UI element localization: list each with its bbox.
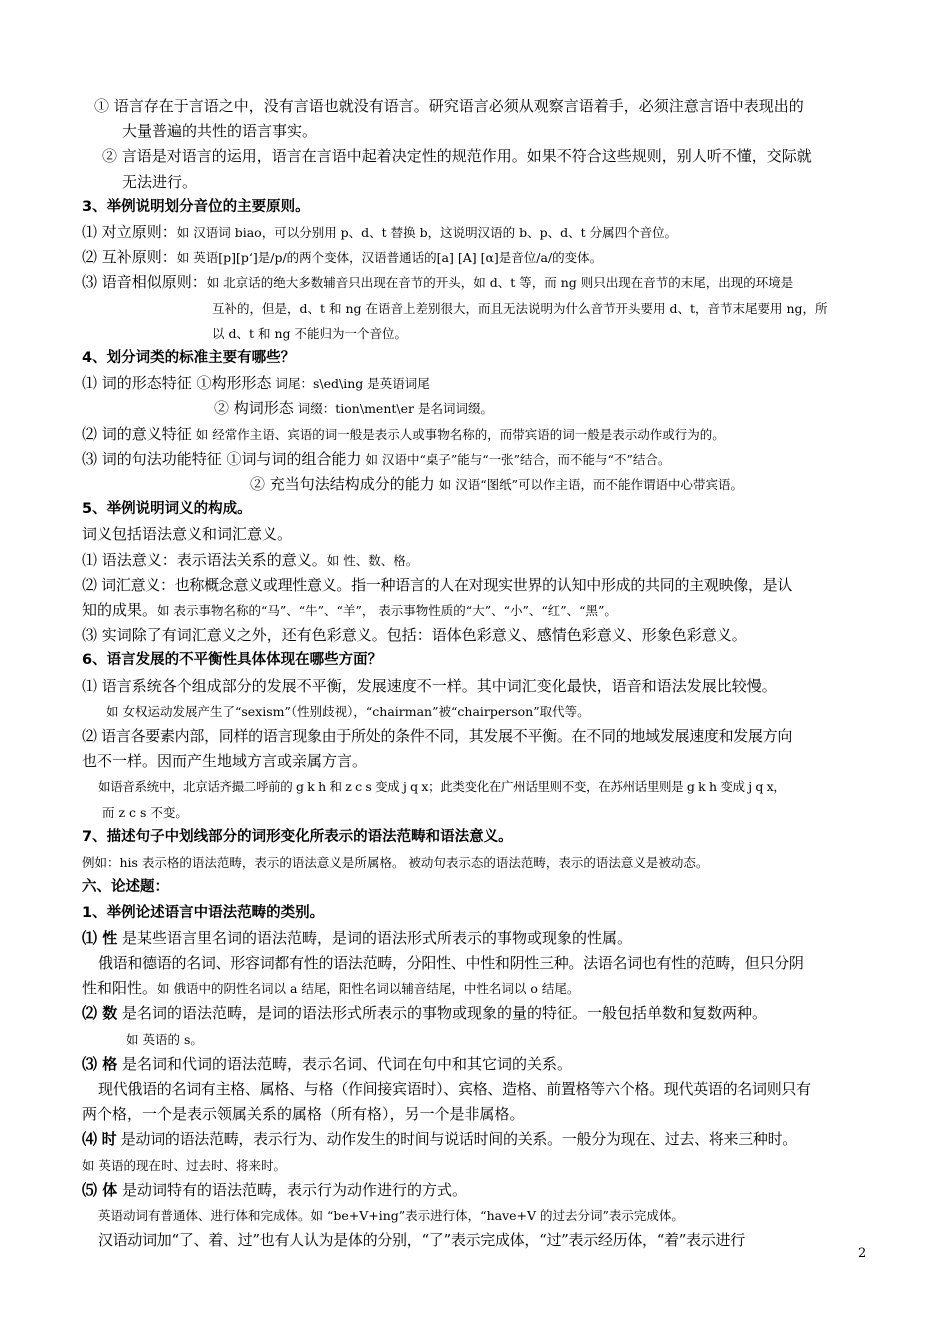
paragraph: ② 言语是对语言的运用，语言在言语中起着决定性的规范作用。如果不符合这些规则，别人听不懂，交际就 [102, 147, 812, 166]
paragraph: ⑷ 时 是动词的语法范畴，表示行为、动作发生的时间与说话时间的关系。一般分为现在、过去、将来三种时。 [82, 1130, 798, 1149]
paragraph: ⑵ 词的意义特征 如 经常作主语、宾语的词一般是表示人或事物名称的，而带宾语的词一般是表示动作或行为的。 [82, 424, 725, 443]
paragraph: 俄语和德语的名词、形容词都有性的语法范畴，分阳性、中性和阴性三种。法语名词也有性的范畴，但只分阴 [98, 953, 804, 972]
paragraph: 互补的，但是，d、t 和 ng 在语音上差别很大，而且无法说明为什么音节开头要用 d、t，音节末尾要用 ng，所 [212, 300, 828, 316]
paragraph: ① 语言存在于言语之中，没有言语也就没有语言。研究语言必须从观察言语着手，必须注意言语中表现出的 [94, 97, 804, 115]
paragraph: ⑴ 性 是某些语言里名词的语法范畴，是词的语法形式所表示的事物或现象的性属。 [82, 928, 633, 947]
paragraph: 如语音系统中，北京话齐撮二呼前的 g k h 和 z c s 变成 j q x；此类变化在广州话里则不变，在苏州话里则是 g k h 变成 j q x， [98, 779, 786, 795]
section-heading: 5、举例说明词义的构成。 [82, 501, 252, 518]
paragraph: ⑵ 词汇意义：也称概念意义或理性意义。指一种语言的人在对现实世界的认知中形成的共同的主观映像，是认 [82, 575, 793, 594]
paragraph: 以 d、t 和 ng 不能归为一个音位。 [212, 325, 407, 341]
paragraph: ⑴ 语言系统各个组成部分的发展不平衡，发展速度不一样。其中词汇变化最快，语音和语法发展比较慢。 [82, 676, 777, 695]
paragraph: 无法进行。 [122, 172, 198, 191]
paragraph: ⑸ 体 是动词特有的语法范畴，表示行为动作进行的方式。 [82, 1180, 468, 1199]
paragraph: ⑴ 词的形态特征 ①构形形态 词尾：s\ed\ing 是英语词尾 [82, 374, 430, 393]
paragraph: 知的成果。如 表示事物名称的“马”、“牛”、“羊”， 表示事物性质的“大”、“小”、“红”、“黑”。 [82, 601, 617, 620]
paragraph: 大量普遍的共性的语言事实。 [122, 122, 318, 141]
paragraph: 也不一样。因而产生地域方言或亲属方言。 [82, 752, 368, 771]
paragraph: 词义包括语法意义和词汇意义。 [82, 525, 293, 544]
paragraph: 如 英语的现在时、过去时、将来时。 [82, 1157, 286, 1173]
section-heading: 6、语言发展的不平衡性具体体现在哪些方面？ [82, 652, 383, 669]
paragraph: ⑵ 数 是名词的语法范畴，是词的语法形式所表示的事物或现象的量的特征。一般包括单数和复数两种。 [82, 1004, 768, 1023]
paragraph: 英语动词有普通体、进行体和完成体。如 “be+V+ing”表示进行体，“have+V 的过去分词”表示完成体。 [98, 1207, 684, 1223]
paragraph: ⑶ 格 是名词和代词的语法范畴，表示名词、代词在句中和其它词的关系。 [82, 1054, 573, 1073]
paragraph: ⑶ 词的句法功能特征 ①词与词的组合能力 如 汉语中“桌子”能与“一张”结合，而不能与“不”结合。 [82, 449, 671, 468]
paragraph: ⑴ 语法意义：表示语法关系的意义。如 性、数、格。 [82, 550, 419, 569]
page-number: 2 [858, 1246, 867, 1261]
paragraph: 汉语动词加“了、着、过”也有人认为是体的分别，“了”表示完成体，“过”表示经历体，“着”表示进行 [98, 1231, 745, 1250]
section-heading: 1、举例论述语言中语法范畴的类别。 [82, 904, 325, 921]
paragraph: 而 z c s 不变。 [102, 804, 188, 820]
paragraph: 性和阳性。如 俄语中的阴性名词以 a 结尾，阳性名词以辅音结尾，中性名词以 o 结尾。 [82, 979, 580, 998]
document-body [82, 94, 872, 1253]
paragraph: ② 充当句法结构成分的能力 如 汉语“图纸”可以作主语，而不能作谓语中心带宾语。 [250, 475, 744, 494]
paragraph: ⑶ 实词除了有词汇意义之外，还有色彩意义。包括：语体色彩意义、感情色彩意义、形象色彩意义。 [82, 626, 747, 645]
paragraph: ⑵ 语言各要素内部，同样的语言现象由于所处的条件不同，其发展不平衡。在不同的地域发展速度和发展方向 [82, 727, 793, 746]
paragraph: 如 女权运动发展产生了“sexism”（性别歧视），“chairman”被“chairperson”取代等。 [106, 703, 590, 719]
section-heading: 7、描述句子中划线部分的词形变化所表示的语法范畴和语法意义。 [82, 828, 513, 845]
paragraph: 如 英语的 s。 [126, 1031, 203, 1047]
paragraph: 两个格，一个是表示领属关系的属格（所有格），另一个是非属格。 [82, 1105, 525, 1124]
section-heading: 3、举例说明划分音位的主要原则。 [82, 198, 310, 215]
paragraph: ⑶ 语音相似原则：如 北京话的绝大多数辅音只出现在音节的开头，如 d、t 等，而 ng 则只出现在音节的末尾，出现的环境是 [82, 273, 794, 292]
section-heading: 六、论述题： [82, 879, 169, 896]
paragraph: ② 构词形态 词缀：tion\ment\er 是名词词缀。 [214, 399, 493, 418]
paragraph: 现代俄语的名词有主格、属格、与格（作间接宾语时）、宾格、造格、前置格等六个格。现代英语的名词则只有 [98, 1079, 811, 1098]
section-heading: 4、划分词类的标准主要有哪些？ [82, 350, 296, 367]
paragraph: ⑴ 对立原则：如 汉语词 biao，可以分别用 p、d、t 替换 b，这说明汉语的 b、p、d、t 分属四个音位。 [82, 223, 678, 242]
paragraph: 例如：his 表示格的语法范畴，表示的语法意义是所属格。 被动句表示态的语法范畴，表示的语法意义是被动态。 [82, 855, 709, 871]
paragraph: ⑵ 互补原则：如 英语[p][pʻ]是/p/的两个变体，汉语普通话的[a] [A] [α]是音位/a/的变体。 [82, 248, 603, 267]
